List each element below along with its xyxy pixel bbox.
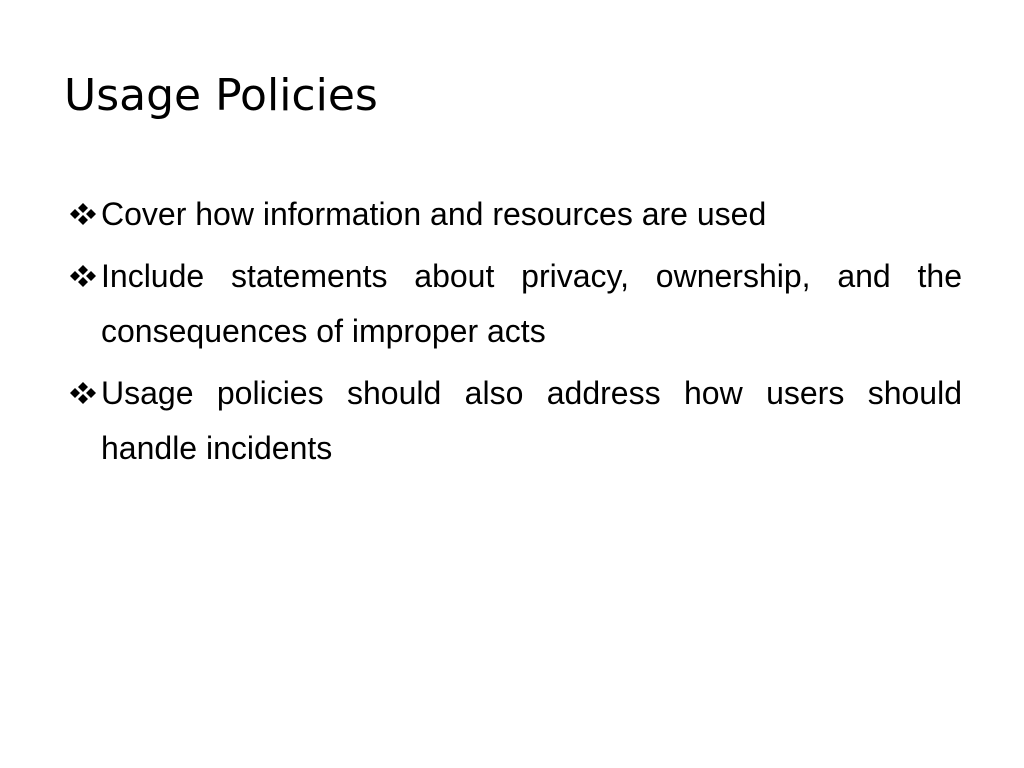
slide-title: Usage Policies [64,70,378,121]
four-diamond-bullet-icon [68,202,98,226]
bullet-item-cover [64,187,962,242]
bullet-text: Usage policies should also address how users should handle incidents [101,375,962,466]
four-diamond-bullet-icon [68,381,98,405]
bullet-item-usage [64,366,962,476]
bullet-list [64,187,962,483]
bullet-text: Cover how information and resources are used [101,196,767,232]
bullet-item-include [64,249,962,359]
four-diamond-bullet-icon [68,264,98,288]
bullet-text: Include statements about privacy, ownership, and the consequences of improper acts [101,258,962,349]
